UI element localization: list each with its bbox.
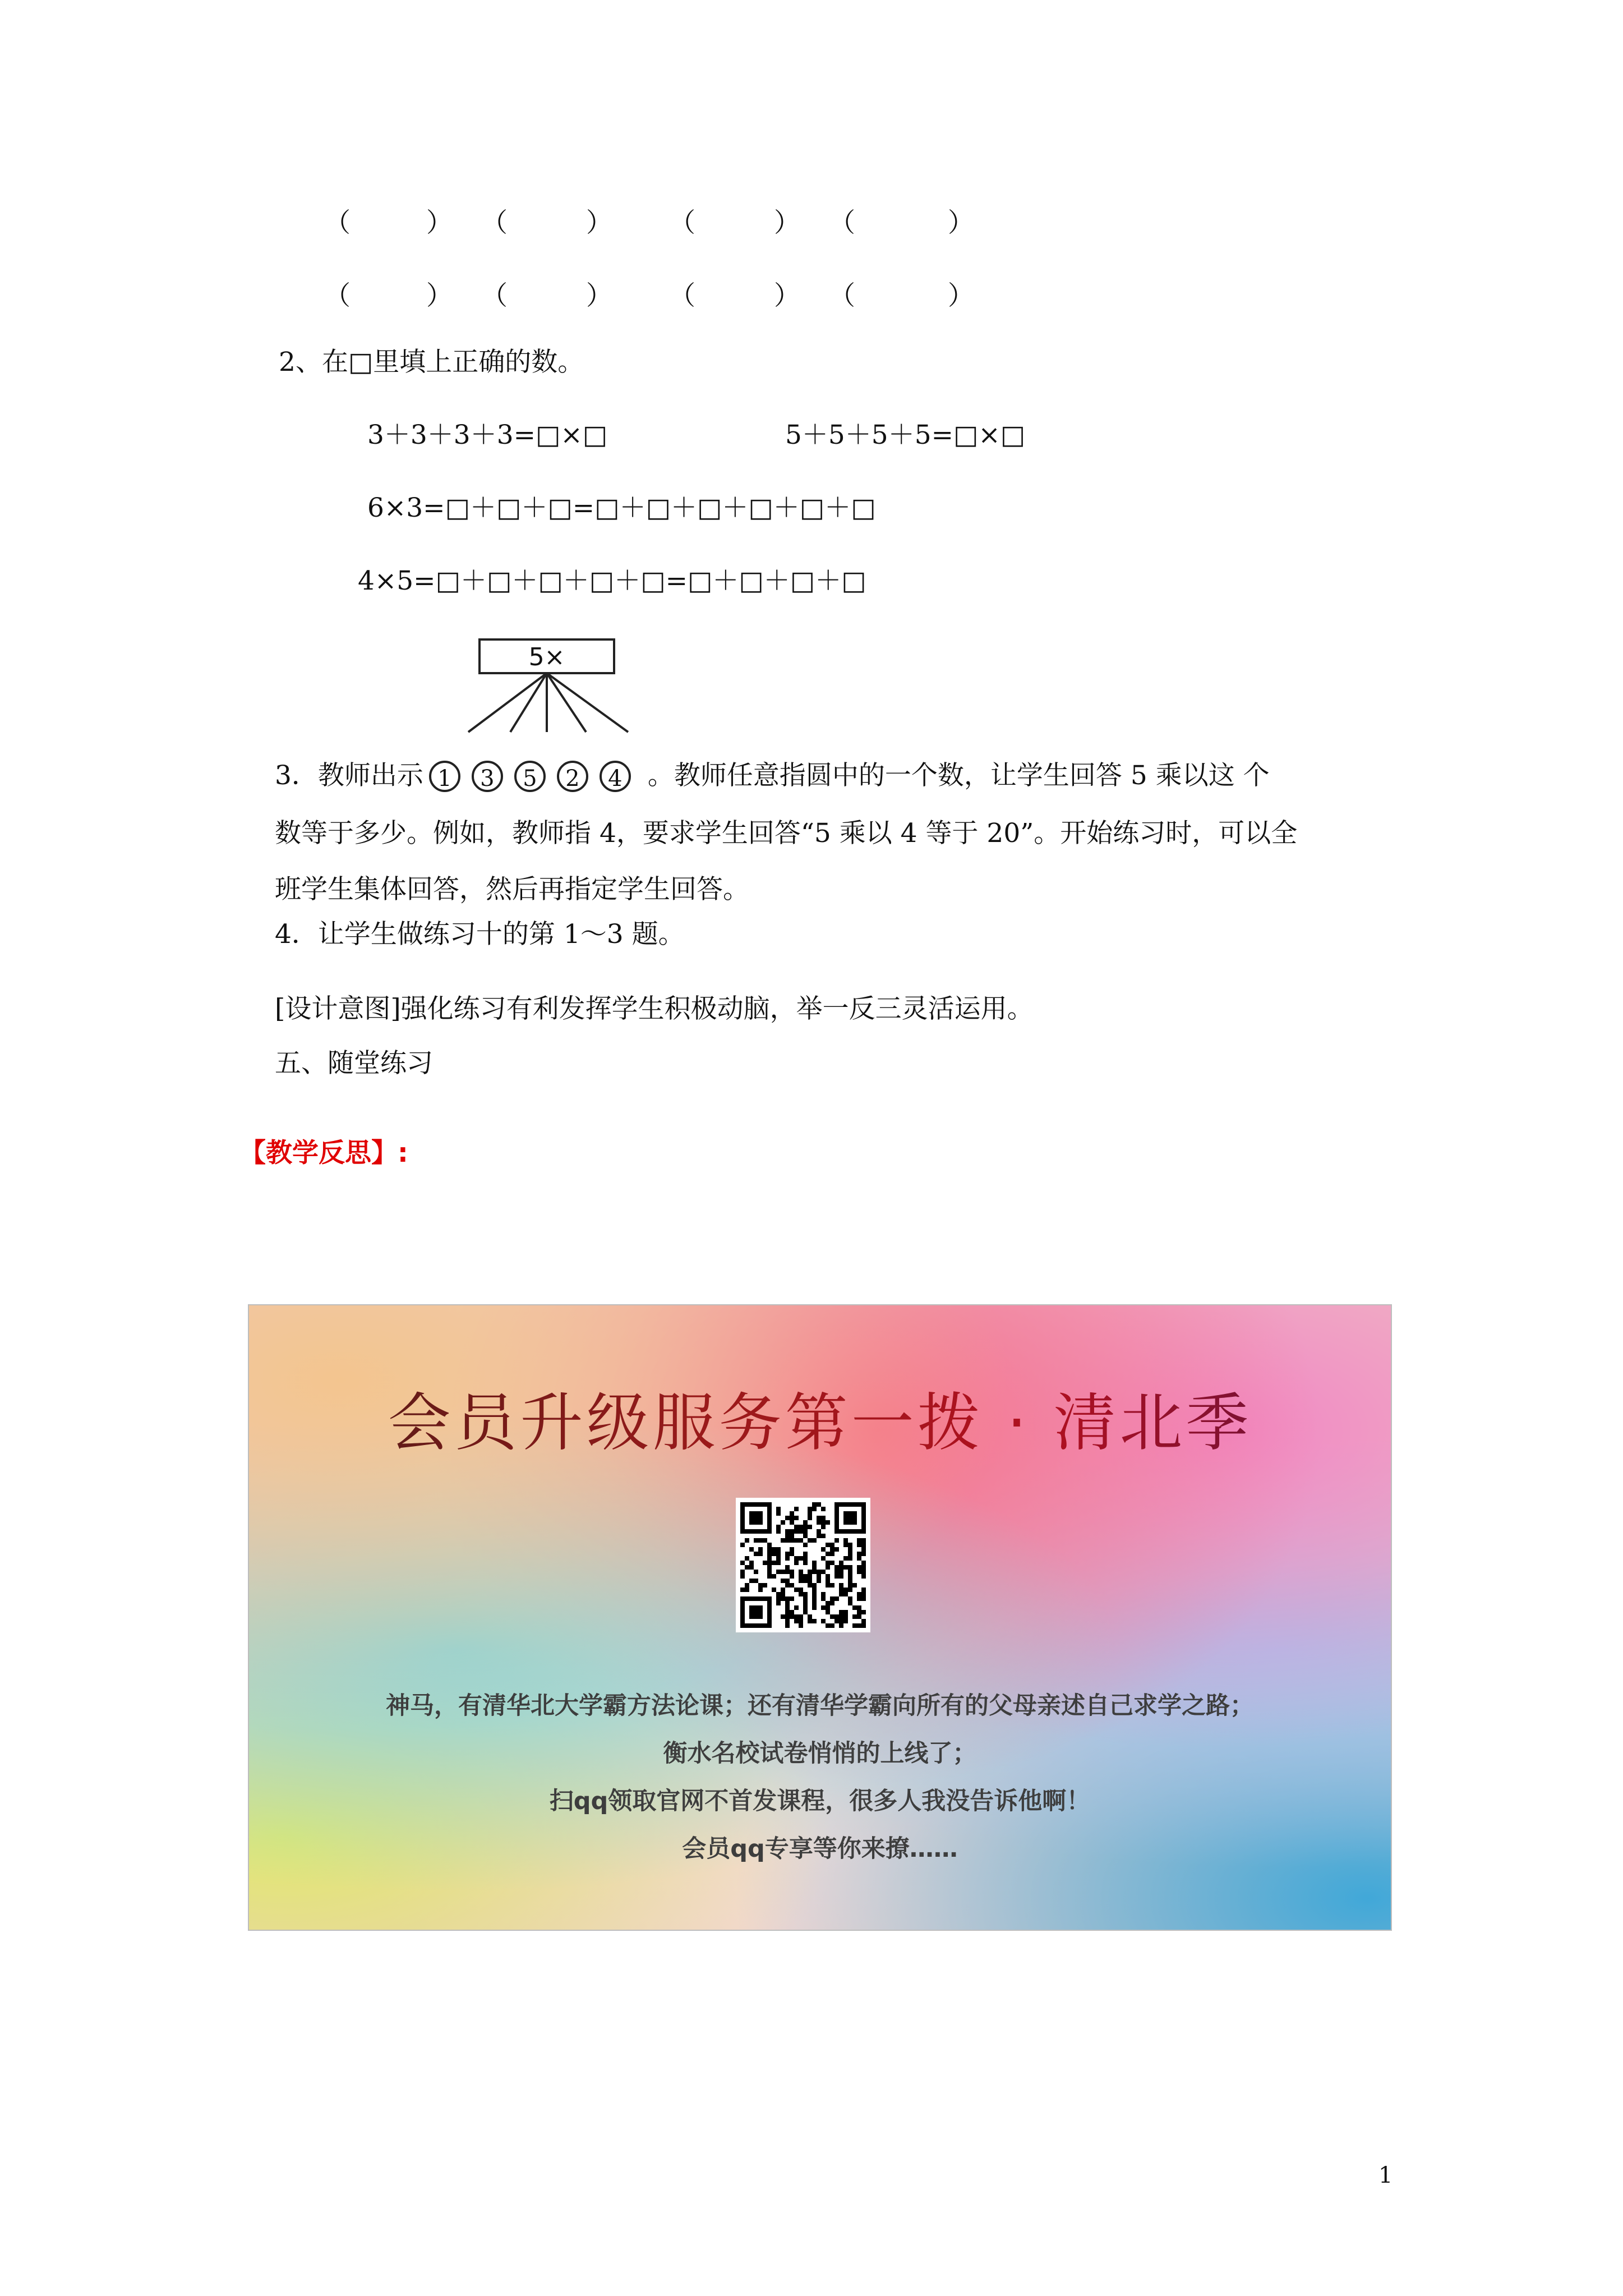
section-5-heading: 五、随堂练习: [275, 1048, 433, 1079]
page-number: 1: [1378, 2162, 1393, 2188]
question-4: 4．让学生做练习十的第 1～3 题。: [275, 919, 685, 950]
paren: （: [669, 280, 695, 311]
banner-line-4: 会员qq专享等你来撩……: [682, 1835, 958, 1863]
design-intent: [设计意图]强化练习有利发挥学生积极动脑，举一反三灵活运用。: [275, 993, 1034, 1024]
circle-number: 5: [514, 761, 546, 792]
paren: （: [324, 280, 351, 311]
paren: （: [829, 208, 855, 238]
teaching-reflection-heading: 【教学反思】:: [239, 1138, 408, 1168]
q2-heading: 2、在□里填上正确的数。: [279, 347, 584, 378]
q3-prefix: 3．教师出示: [275, 760, 423, 791]
equation-2: 6×3=□＋□＋□=□＋□＋□＋□＋□＋□: [367, 493, 876, 523]
equation-3: 4×5=□＋□＋□＋□＋□=□＋□＋□＋□: [358, 565, 866, 596]
paren: ）: [774, 208, 800, 238]
paren: ）: [426, 208, 453, 238]
paren: ）: [586, 280, 612, 311]
paren: ）: [586, 208, 612, 238]
banner-line-3: 扫qq领取官网不首发课程，很多人我没告诉他啊！: [549, 1787, 1091, 1815]
qr-code-icon[interactable]: [736, 1498, 870, 1632]
circle-number: 1: [429, 761, 460, 792]
paren: （: [669, 208, 695, 238]
paren: （: [829, 280, 855, 311]
q3-line2: 数等于多少。例如，教师指 4，要求学生回答“5 乘以 4 等于 20”。开始练习时，可以全: [275, 818, 1298, 849]
banner-line-1: 神马，有清华北大学霸方法论课；还有清华学霸向所有的父母亲述自己求学之路；: [386, 1692, 1254, 1720]
promo-banner[interactable]: [248, 1304, 1392, 1931]
paren: （: [481, 208, 508, 238]
paren: ）: [774, 280, 800, 311]
q3-line3: 班学生集体回答，然后再指定学生回答。: [275, 874, 749, 905]
circled-numbers: [429, 749, 642, 806]
banner-title: 会员升级服务第一拨 · 清北季: [249, 1373, 1391, 1463]
paren: ）: [948, 280, 974, 311]
circle-number: 3: [472, 761, 503, 792]
paren: ）: [948, 208, 974, 238]
banner-line-2: 衡水名校试卷悄悄的上线了；: [663, 1740, 977, 1768]
circle-number: 4: [600, 761, 631, 792]
box-label: 5×: [528, 643, 565, 671]
multiplication-fan-diagram: [460, 634, 651, 735]
q3-suffix: 。教师任意指圆中的一个数，让学生回答 5 乘以这 个: [647, 760, 1270, 791]
paren: （: [324, 208, 351, 238]
equation-1b: 5＋5＋5＋5=□×□: [785, 420, 1026, 450]
equation-1a: 3＋3＋3＋3=□×□: [367, 420, 608, 450]
paren: ）: [426, 280, 453, 311]
circle-number: 2: [557, 761, 588, 792]
paren: （: [481, 280, 508, 311]
question-3: [275, 748, 1402, 918]
